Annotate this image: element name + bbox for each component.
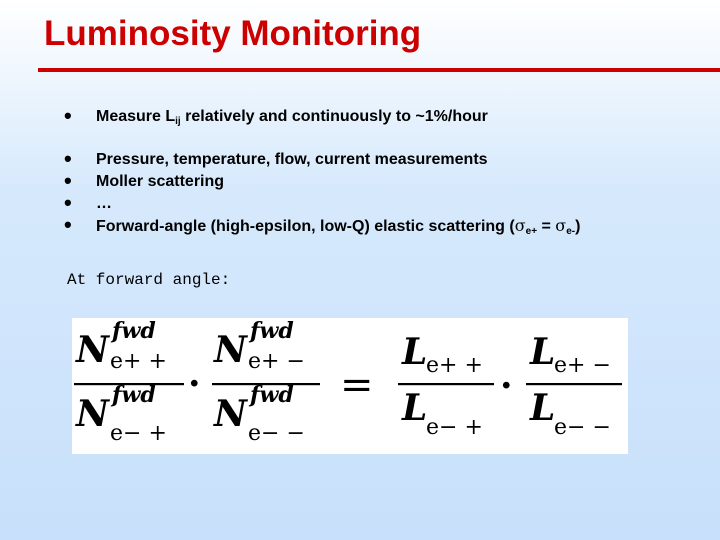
bullet-text: Measure $L_{ij}$ relatively and continuously to ~1%/hour bbox=[96, 108, 488, 127]
eq-fwd-num2: fwd bbox=[250, 318, 294, 344]
bullet-dot-icon: • bbox=[64, 190, 72, 215]
eq-equals: = bbox=[340, 362, 374, 408]
slide-title: Luminosity Monitoring bbox=[44, 14, 422, 53]
eq-fraction-bar-4 bbox=[526, 383, 622, 385]
bullet-dot-icon: • bbox=[64, 146, 72, 171]
eq-dot-2: · bbox=[500, 365, 513, 407]
eq-fwd-num1: fwd bbox=[112, 318, 156, 344]
eq-dot-1: · bbox=[188, 363, 201, 405]
eq-sub-num2: e+ − bbox=[248, 349, 305, 374]
forward-angle-label: At forward angle: bbox=[67, 271, 231, 289]
eq-L-num4: L bbox=[530, 331, 556, 373]
eq-sub-den1: e− + bbox=[110, 421, 167, 446]
bullet-text: … bbox=[96, 195, 112, 212]
eq-sub-num3: e+ + bbox=[426, 353, 483, 378]
bullet-dot-icon: • bbox=[64, 103, 72, 128]
eq-sub-den3: e− + bbox=[426, 415, 483, 440]
bullet-dot-icon: • bbox=[64, 212, 72, 237]
eq-sub-den4: e− − bbox=[554, 415, 611, 440]
eq-sub-num4: e+ − bbox=[554, 353, 611, 378]
eq-sub-num1: e+ + bbox=[110, 349, 167, 374]
luminosity-equation bbox=[72, 318, 628, 454]
eq-L-den4: L bbox=[530, 387, 556, 429]
title-divider bbox=[38, 68, 720, 72]
eq-N-num2: N bbox=[214, 329, 247, 371]
bullet-text: Forward-angle (high-epsilon, low-Q) elastic scattering $(\sigma_{e+} = \sigma_{e-})$ bbox=[96, 216, 581, 237]
eq-fwd-den2: fwd bbox=[250, 382, 294, 408]
eq-N-den2: N bbox=[214, 393, 247, 435]
eq-L-den3: L bbox=[402, 387, 428, 429]
bullet-text: Moller scattering bbox=[96, 173, 225, 190]
eq-N-den1: N bbox=[76, 393, 109, 435]
eq-fraction-bar-3 bbox=[398, 383, 494, 385]
equation-svg bbox=[72, 318, 628, 454]
bullet-text: Pressure, temperature, flow, current measurements bbox=[96, 151, 488, 168]
eq-sub-den2: e− − bbox=[248, 421, 305, 446]
eq-fwd-den1: fwd bbox=[112, 382, 156, 408]
eq-L-num3: L bbox=[402, 331, 428, 373]
eq-N-num1: N bbox=[76, 329, 109, 371]
bullet-dot-icon: • bbox=[64, 168, 72, 193]
